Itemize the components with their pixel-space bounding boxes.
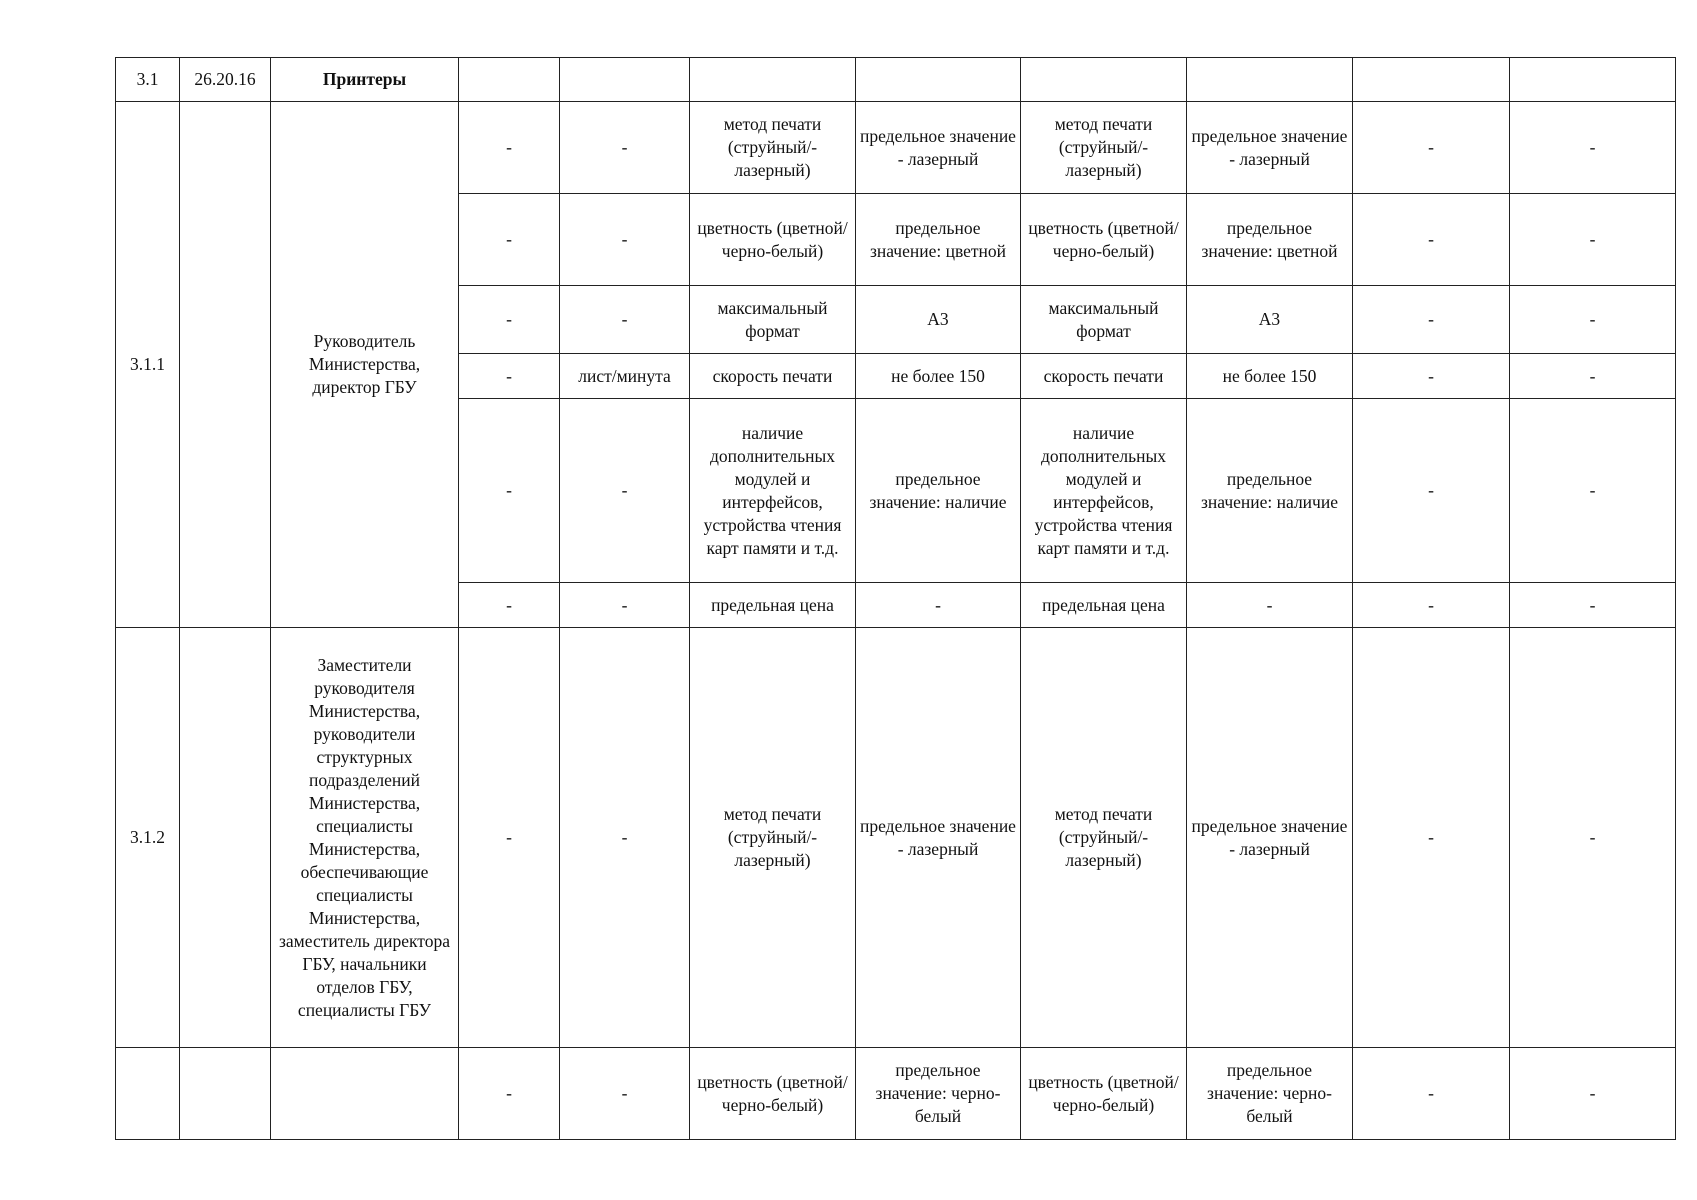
cell-empty — [1021, 58, 1187, 102]
cell: - — [1353, 1048, 1510, 1140]
position-cell: Заместители руководителя Министерства, руководители структурных подразделений Министерства, специалисты Министерства, обеспечивающие специалисты Министерства, заместитель директора ГБУ, начальники отделов ГБУ, специалисты ГБУ — [271, 628, 459, 1048]
cell-empty — [1187, 58, 1353, 102]
value: предельное значение - лазерный — [856, 102, 1021, 194]
characteristic: наличие дополнительных модулей и интерфейсов, устройства чтения карт памяти и т.д. — [1021, 399, 1187, 583]
characteristic: метод печати (струйный/-лазерный) — [1021, 628, 1187, 1048]
cell: - — [1510, 1048, 1676, 1140]
unit-name: - — [560, 399, 690, 583]
unit-name: - — [560, 194, 690, 286]
okpd-code — [180, 628, 271, 1048]
characteristic: предельная цена — [1021, 583, 1187, 628]
value: - — [1187, 583, 1353, 628]
characteristic: цветность (цветной/черно-белый) — [1021, 1048, 1187, 1140]
value: А3 — [856, 286, 1021, 354]
value: предельное значение: цветной — [1187, 194, 1353, 286]
value: предельное значение: наличие — [1187, 399, 1353, 583]
cell: - — [1353, 354, 1510, 399]
value: предельное значение - лазерный — [1187, 628, 1353, 1048]
unit-code: - — [459, 399, 560, 583]
value: предельное значение - лазерный — [856, 628, 1021, 1048]
value: А3 — [1187, 286, 1353, 354]
value: не более 150 — [1187, 354, 1353, 399]
table-row — [116, 1048, 1676, 1140]
okpd-code — [180, 102, 271, 628]
cell-empty — [1510, 58, 1676, 102]
characteristic: метод печати (струйный/-лазерный) — [1021, 102, 1187, 194]
unit-name: - — [560, 583, 690, 628]
requirements-table — [115, 57, 1676, 1140]
cell: - — [1353, 102, 1510, 194]
characteristic: цветность (цветной/черно-белый) — [690, 1048, 856, 1140]
okpd-code: 26.20.16 — [180, 58, 271, 102]
unit-code: - — [459, 1048, 560, 1140]
unit-name: - — [560, 628, 690, 1048]
unit-code: - — [459, 354, 560, 399]
category-name: Принтеры — [271, 58, 459, 102]
cell-empty — [459, 58, 560, 102]
cell: - — [1353, 286, 1510, 354]
characteristic: скорость печати — [690, 354, 856, 399]
characteristic: цветность (цветной/черно-белый) — [690, 194, 856, 286]
cell: - — [1510, 628, 1676, 1048]
characteristic: метод печати (струйный/-лазерный) — [690, 102, 856, 194]
value: предельное значение: наличие — [856, 399, 1021, 583]
unit-code: - — [459, 628, 560, 1048]
position-cell: Руководитель Министерства, директор ГБУ — [271, 102, 459, 628]
characteristic: метод печати (струйный/-лазерный) — [690, 628, 856, 1048]
value: предельное значение: черно-белый — [856, 1048, 1021, 1140]
row-number: 3.1.2 — [116, 628, 180, 1048]
value: предельное значение: черно-белый — [1187, 1048, 1353, 1140]
value: предельное значение - лазерный — [1187, 102, 1353, 194]
cell: - — [1510, 102, 1676, 194]
cell: - — [1353, 194, 1510, 286]
cell-empty — [1353, 58, 1510, 102]
unit-name: - — [560, 102, 690, 194]
characteristic: наличие дополнительных модулей и интерфейсов, устройства чтения карт памяти и т.д. — [690, 399, 856, 583]
cell: - — [1353, 628, 1510, 1048]
characteristic: цветность (цветной/черно-белый) — [1021, 194, 1187, 286]
unit-name: - — [560, 1048, 690, 1140]
cell: - — [1510, 399, 1676, 583]
cell: - — [1510, 194, 1676, 286]
cell: - — [1510, 286, 1676, 354]
cell-empty — [856, 58, 1021, 102]
row-number: 3.1 — [116, 58, 180, 102]
cell-empty — [690, 58, 856, 102]
characteristic: скорость печати — [1021, 354, 1187, 399]
characteristic: максимальный формат — [1021, 286, 1187, 354]
unit-name: - — [560, 286, 690, 354]
value: не более 150 — [856, 354, 1021, 399]
unit-name: лист/минута — [560, 354, 690, 399]
unit-code: - — [459, 194, 560, 286]
characteristic: предельная цена — [690, 583, 856, 628]
value: предельное значение: цветной — [856, 194, 1021, 286]
table-row — [116, 628, 1676, 1048]
cell: - — [1353, 583, 1510, 628]
characteristic: максимальный формат — [690, 286, 856, 354]
row-number — [116, 1048, 180, 1140]
cell: - — [1510, 354, 1676, 399]
position-cell — [271, 1048, 459, 1140]
table-row — [116, 102, 1676, 194]
cell-empty — [560, 58, 690, 102]
value: - — [856, 583, 1021, 628]
table-row — [116, 58, 1676, 102]
row-number: 3.1.1 — [116, 102, 180, 628]
unit-code: - — [459, 583, 560, 628]
cell: - — [1353, 399, 1510, 583]
okpd-code — [180, 1048, 271, 1140]
unit-code: - — [459, 286, 560, 354]
cell: - — [1510, 583, 1676, 628]
unit-code: - — [459, 102, 560, 194]
